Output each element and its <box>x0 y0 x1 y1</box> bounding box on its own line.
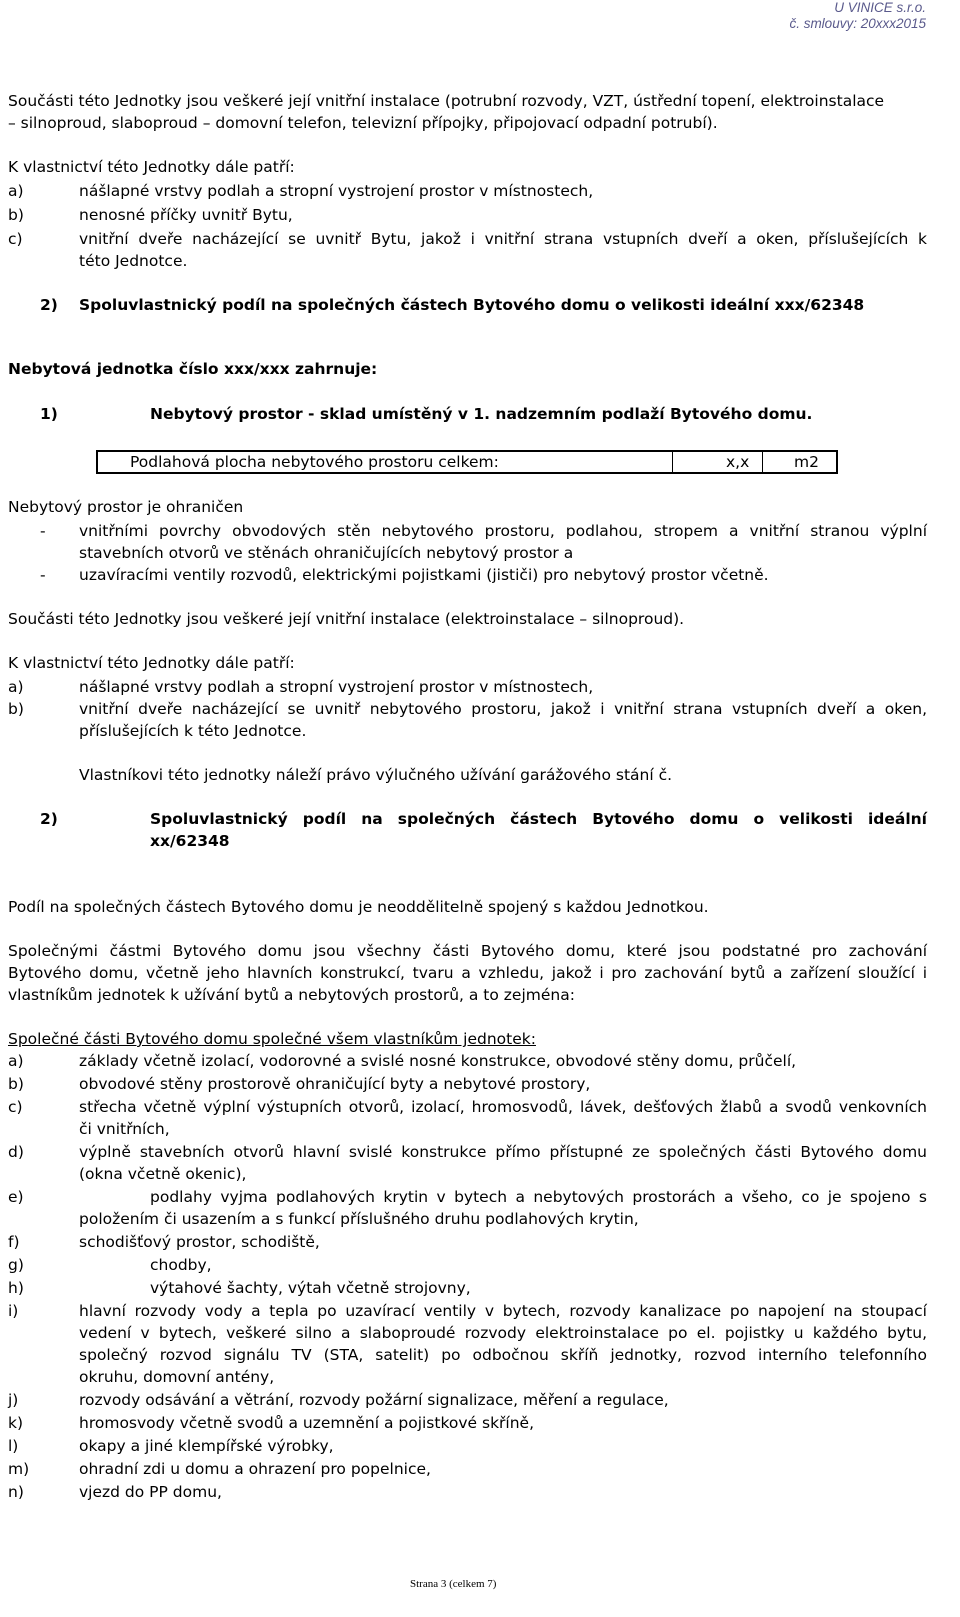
floor-area-table <box>96 450 838 474</box>
list-item-text: vnitřní dveře nacházející se uvnitř Bytu, jakož i vnitřní strana vstupních dveří a oken, příslušejících k <box>79 230 927 248</box>
list-item-label: h) <box>8 1279 24 1297</box>
header-company: U VINICE s.r.o. <box>834 0 926 15</box>
list-item-continuation: či vnitřních, <box>79 1120 170 1138</box>
list-item-label: l) <box>8 1437 19 1455</box>
table-divider <box>762 452 763 472</box>
dash-bullet: - <box>40 522 46 540</box>
list-item-label: n) <box>8 1483 24 1501</box>
floor-area-value: x,x <box>726 453 750 471</box>
share-heading: Spoluvlastnický podíl na společných částech Bytového domu o velikosti ideální <box>150 810 927 828</box>
list-item-text: nášlapné vrstvy podlah a stropní vystrojení prostor v místnostech, <box>79 678 594 696</box>
bounded-item-continuation: stavebních otvorů ve stěnách ohraničujících nebytový prostor a <box>79 544 574 562</box>
list-item-text: okapy a jiné klempířské výrobky, <box>79 1437 334 1455</box>
parts-paragraph: Součásti této Jednotky jsou veškeré její vnitřní instalace (elektroinstalace – silnoproud). <box>8 610 685 628</box>
list-item-label: a) <box>8 678 24 696</box>
list-item-label: a) <box>8 182 24 200</box>
point-number: 1) <box>40 405 58 423</box>
list-item-label: d) <box>8 1143 24 1161</box>
list-item-label: i) <box>8 1302 19 1320</box>
bounded-item-text: vnitřními povrchy obvodových stěn nebytového prostoru, podlahou, stropem a vnitřní stranou výplní <box>79 522 927 540</box>
common-paragraph-line: vlastníkům jednotek k užívání bytů a nebytových prostorů, a to zejména: <box>8 986 575 1004</box>
list-item-text: podlahy vyjma podlahových krytin v bytech a nebytových prostorách a všeho, co je spojeno s <box>150 1188 927 1206</box>
list-item-text: výplně stavebních otvorů hlavní svislé konstrukce přímo přístupné ze společných části Bytového domu <box>79 1143 927 1161</box>
list-item-text: schodišťový prostor, schodiště, <box>79 1233 320 1251</box>
list-item-text: nenosné příčky uvnitř Bytu, <box>79 206 293 224</box>
list-item-continuation: vedení v bytech, veškeré silno a slaboproudé rozvody elektroinstalace po el. pojistky u každého bytu, <box>79 1324 927 1342</box>
section-title: Nebytová jednotka číslo xxx/xxx zahrnuje: <box>8 360 378 378</box>
page-number: Strana 3 (celkem 7) <box>410 1578 497 1590</box>
list-item-label: m) <box>8 1460 30 1478</box>
list-item-continuation: položením či usazením a s funkcí příslušného druhu podlahových krytin, <box>79 1210 639 1228</box>
ownership-intro: K vlastnictví této Jednotky dále patří: <box>8 158 295 176</box>
ownership-intro: K vlastnictví této Jednotky dále patří: <box>8 654 295 672</box>
list-item-text: hlavní rozvody vody a tepla po uzavírací ventily v bytech, rozvody kanalizace po napojení na stoupací <box>79 1302 927 1320</box>
list-item-text: vjezd do PP domu, <box>79 1483 222 1501</box>
share-heading-continuation: xx/62348 <box>150 832 230 850</box>
list-item-continuation: okruhu, domovní antény, <box>79 1368 275 1386</box>
list-item-text: chodby, <box>150 1256 212 1274</box>
list-item-text: základy včetně izolací, vodorovné a svislé nosné konstrukce, obvodové stěny domu, průčelí, <box>79 1052 797 1070</box>
list-item-continuation: (okna včetně okenic), <box>79 1165 247 1183</box>
list-item-label: e) <box>8 1188 24 1206</box>
point-heading: Nebytový prostor - sklad umístěný v 1. nadzemním podlaží Bytového domu. <box>150 405 813 423</box>
list-item-text: obvodové stěny prostorově ohraničující byty a nebytové prostory, <box>79 1075 591 1093</box>
common-paragraph-line: Bytového domu, včetně jeho hlavních konstrukcí, tvaru a vzhledu, jakož i pro zachování bytů a zařízení sloužící i <box>8 964 927 982</box>
list-item-label: c) <box>8 1098 23 1116</box>
parts-paragraph-line: – silnoproud, slaboproud – domovní telefon, televizní přípojky, připojovací odpadní potrubí). <box>8 114 718 132</box>
common-parts-heading: Společné části Bytového domu společné všem vlastníkům jednotek: <box>8 1030 536 1048</box>
list-item-text: hromosvody včetně svodů a uzemnění a pojistkové skříně, <box>79 1414 535 1432</box>
dash-bullet: - <box>40 566 46 584</box>
list-item-text: vnitřní dveře nacházející se uvnitř nebytového prostoru, jakož i vnitřní strana vstupních dveří a oken, <box>79 700 927 718</box>
common-paragraph: Podíl na společných částech Bytového domu je neoddělitelně spojený s každou Jednotkou. <box>8 898 709 916</box>
list-item-continuation: příslušejících k této Jednotce. <box>79 722 307 740</box>
list-item-text: výtahové šachty, výtah včetně strojovny, <box>150 1279 471 1297</box>
list-item-text: nášlapné vrstvy podlah a stropní vystrojení prostor v místnostech, <box>79 182 594 200</box>
bounded-item-text: uzavíracími ventily rozvodů, elektrickými pojistkami (jističi) pro nebytový prostor včetně. <box>79 566 769 584</box>
list-item-text: rozvody odsávání a větrání, rozvody požární signalizace, měření a regulace, <box>79 1391 669 1409</box>
list-item-label: b) <box>8 206 24 224</box>
garage-right: Vlastníkovi této jednotky náleží právo výlučného užívání garážového stání č. <box>79 766 673 784</box>
list-item-label: j) <box>8 1391 19 1409</box>
share-heading: Spoluvlastnický podíl na společných částech Bytového domu o velikosti ideální xxx/62348 <box>79 296 865 314</box>
list-item-label: g) <box>8 1256 24 1274</box>
list-item-label: b) <box>8 700 24 718</box>
floor-area-unit: m2 <box>794 453 819 471</box>
common-paragraph-line: Společnými částmi Bytového domu jsou všechny části Bytového domu, které jsou podstatné pro zachování <box>8 942 927 960</box>
list-item-text: ohradní zdi u domu a ohrazení pro popelnice, <box>79 1460 431 1478</box>
header-contract-number: č. smlouvy: 20xxx2015 <box>789 16 926 31</box>
share-number: 2) <box>40 810 58 828</box>
bounded-intro: Nebytový prostor je ohraničen <box>8 498 244 516</box>
list-item-continuation: této Jednotce. <box>79 252 188 270</box>
floor-area-label: Podlahová plocha nebytového prostoru celkem: <box>130 453 499 471</box>
list-item-label: f) <box>8 1233 20 1251</box>
list-item-text: střecha včetně výplní výstupních otvorů, izolací, hromosvodů, lávek, dešťových žlabů a svodů venkovních <box>79 1098 927 1116</box>
table-divider <box>672 452 673 472</box>
list-item-continuation: společný rozvod signálu TV (STA, satelit) po odbočnou skříň jednotky, rozvod interního telefonního <box>79 1346 927 1364</box>
parts-paragraph-line: Součásti této Jednotky jsou veškeré její vnitřní instalace (potrubní rozvody, VZT, ústřední topení, elektroinstalace <box>8 92 885 110</box>
list-item-label: c) <box>8 230 23 248</box>
list-item-label: a) <box>8 1052 24 1070</box>
share-number: 2) <box>40 296 58 314</box>
list-item-label: b) <box>8 1075 24 1093</box>
list-item-label: k) <box>8 1414 24 1432</box>
